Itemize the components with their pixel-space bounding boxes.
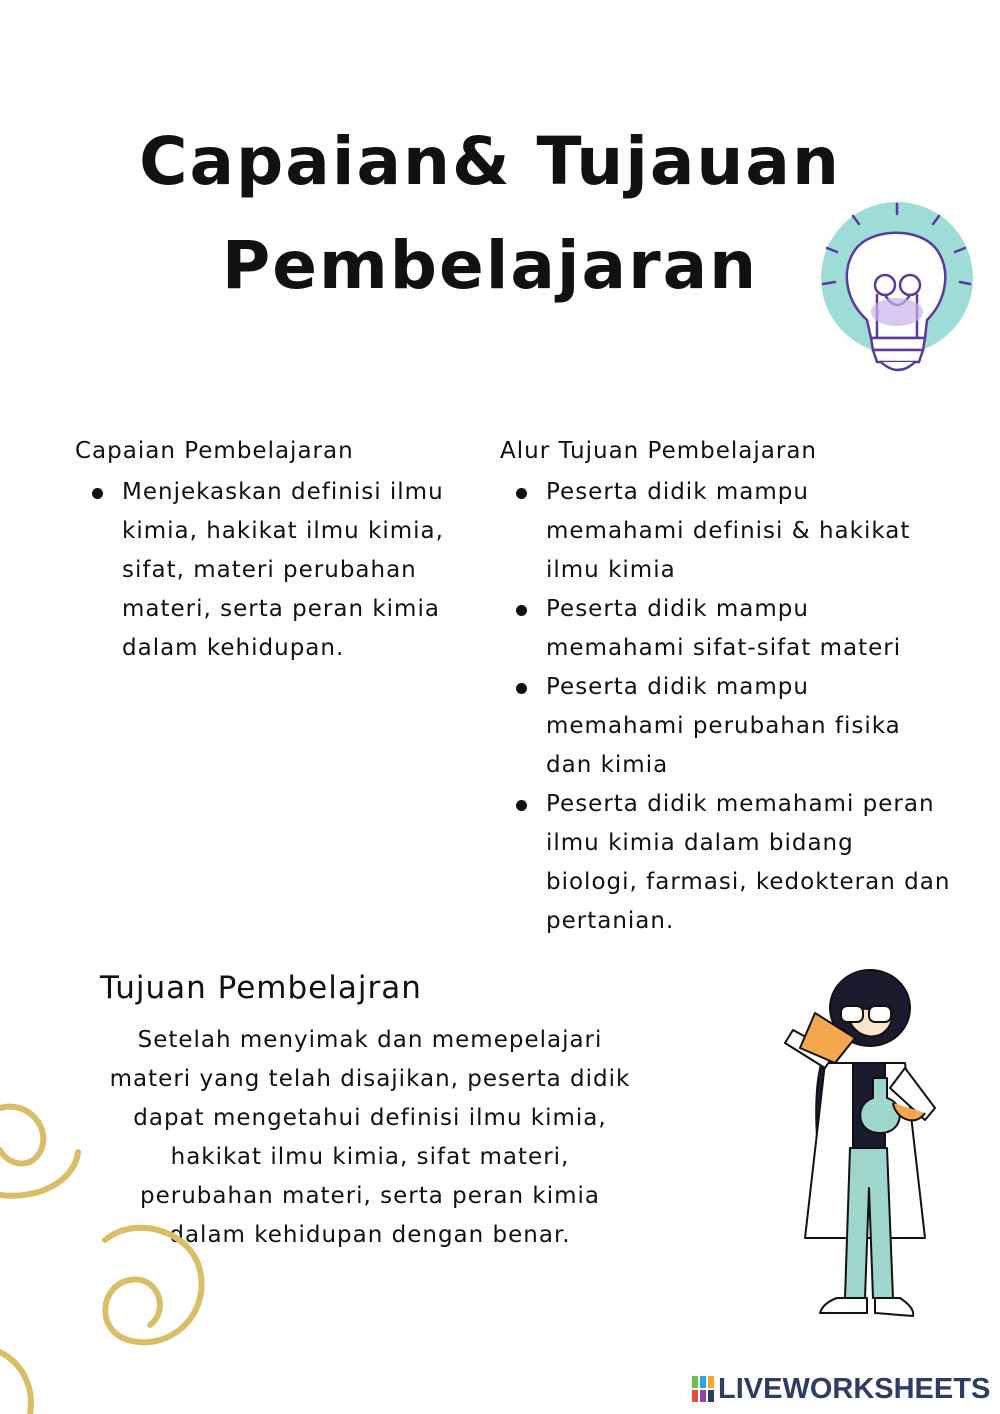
bullet-icon (516, 800, 527, 811)
alur-list (546, 473, 951, 941)
brand-text: LIVEWORKSHEETS (718, 1372, 991, 1405)
tujuan-heading: Tujuan Pembelajran (100, 970, 422, 1006)
list-item (546, 590, 951, 668)
bullet-icon (516, 683, 527, 694)
bullet-icon (516, 488, 527, 499)
tujuan-paragraph: Setelah menyimak dan memepelajari materi yang telah disajikan, peserta didik dapat mengetahui definisi ilmu kimia, hakikat ilmu kimia, sifat materi, perubahan materi, serta peran kimia dalam kehidupan dengan benar. (109, 1027, 631, 1248)
bullet-icon (516, 605, 527, 616)
list-item (122, 473, 467, 668)
list-item-text: Peserta didik memahami peran ilmu kimia dalam bidang biologi, farmasi, kedokteran dan pertanian. (546, 791, 951, 934)
list-item-text: Peserta didik mampu memahami sifat-sifat materi (546, 596, 902, 661)
scientist-icon (775, 968, 950, 1333)
list-item (546, 473, 951, 590)
list-item-text: Peserta didik mampu memahami perubahan fisika dan kimia (546, 674, 901, 778)
list-item-text: Menjekaskan definisi ilmu kimia, hakikat ilmu kimia, sifat, materi perubahan materi, serta peran kimia dalam kehidupan. (122, 479, 444, 661)
list-item-text: Peserta didik mampu memahami definisi & hakikat ilmu kimia (546, 479, 911, 583)
liveworksheets-logo-icon (692, 1376, 714, 1402)
list-item (546, 668, 951, 785)
alur-heading: Alur Tujuan Pembelajaran (500, 438, 818, 464)
liveworksheets-logo (692, 1372, 990, 1406)
capaian-list (122, 473, 467, 668)
bullet-icon (92, 488, 103, 499)
swirl-decoration-icon (0, 1090, 240, 1414)
list-item (546, 785, 951, 941)
lightbulb-icon (815, 200, 980, 385)
page-title: Capaian& Tujauan Pembelajaran (139, 123, 841, 304)
capaian-heading: Capaian Pembelajaran (75, 438, 354, 464)
